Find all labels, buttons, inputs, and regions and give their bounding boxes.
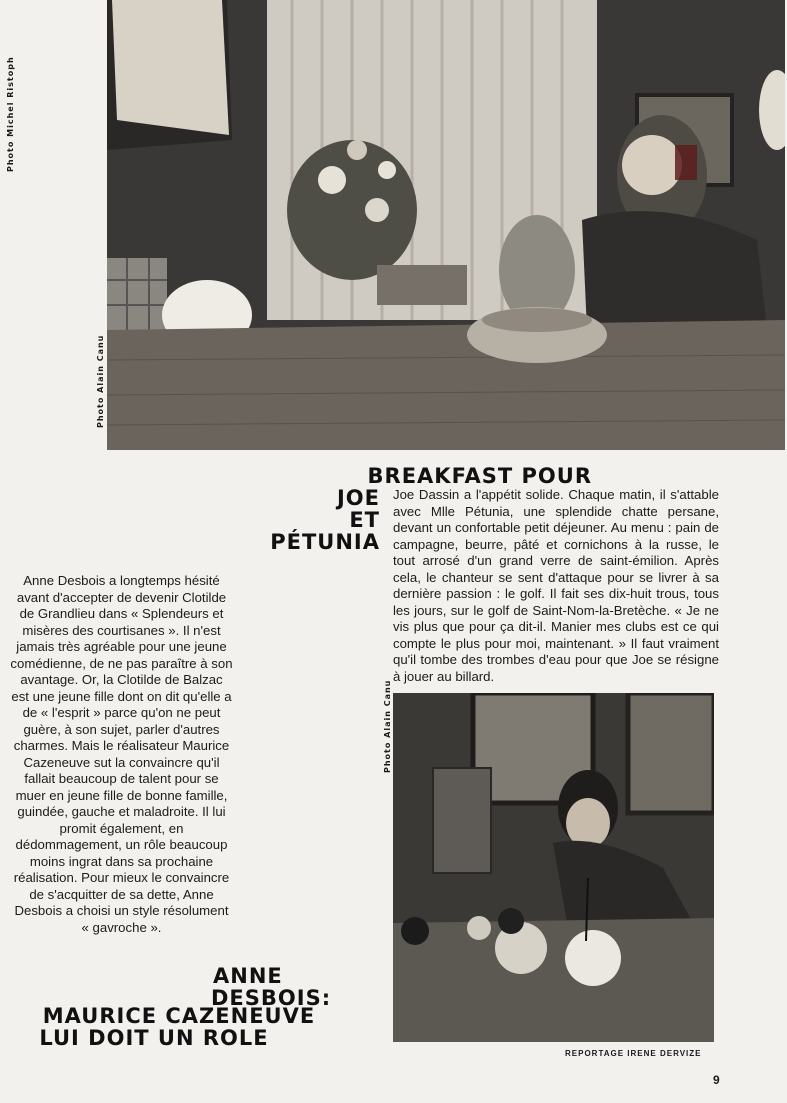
photo-credit-top-left: Photo Michel Ristoph bbox=[6, 56, 15, 172]
breakfast-title-line3: ET bbox=[349, 508, 380, 532]
breakfast-body: Joe Dassin a l'appétit solide. Chaque matin, il s'attable avec Mlle Pétunia, une splendide chatte persane, devant un confortable petit déjeuner. Au menu : pain de campagne, beurre, pâté et cornichons à la russe, le tout arrosé d'un grand verre de saint-émilion. Après cela, le chanteur se sent d'attaque pour se livrer à sa dernière passion : le golf. Il fait ses dix-huit trous, tous les jours, sur le golf de Saint-Nom-la-Bretèche. « Je ne vis plus que pour ça dit-il. Manier mes clubs est ce qui compte le plus pour moi, maintenant. » Il faut vraiment qu'il tombe des trombes d'eau pour que Joe se résigne à jouer au billard. bbox=[393, 487, 719, 684]
breakfast-title-line2: JOE bbox=[336, 486, 380, 510]
billiard-photo bbox=[393, 693, 714, 1042]
photo-credit-top-photo: Photo Alain Canu bbox=[96, 334, 105, 428]
desbois-title-bottom bbox=[10, 1005, 348, 1049]
page-number: 9 bbox=[713, 1073, 720, 1087]
breakfast-photo bbox=[107, 0, 785, 450]
desbois-title-line2: DESBOIS: bbox=[211, 986, 332, 1010]
breakfast-title-line4: PÉTUNIA bbox=[270, 530, 380, 554]
desbois-body: Anne Desbois a longtemps hésité avant d'accepter de devenir Clotilde de Grandlieu dans « Splendeurs et misères des courtisanes ». Il n'est jamais très agréable pour une jeune comédienne, de ne pas paraître à son avantage. Or, la Clotilde de Balzac est une jeune fille dont on dit qu'elle a de « l'esprit » parce qu'on ne peut guère, à son sujet, parler d'autres charmes. Mais le réalisateur Maurice Cazeneuve sut la convaincre qu'il fallait beaucoup de talent pour se muer en jeune fille de bonne famille, guindée, gauche et maladroite. Il lui promit également, en dédommagement, un rôle beaucoup moins ingrat dans sa prochaine réalisation. Pour mieux le convaincre de s'acquitter de sa dette, Anne Desbois a choisi un style résolument « gavroche ». bbox=[10, 573, 233, 935]
desbois-title-line1: ANNE bbox=[213, 964, 283, 988]
photo-credit-bottom-photo: Photo Alain Canu bbox=[383, 679, 392, 773]
breakfast-title-line1: BREAKFAST POUR bbox=[367, 464, 592, 488]
reportage-credit: REPORTAGE IRENE DERVIZE bbox=[565, 1049, 702, 1058]
desbois-title-line3: MAURICE CAZENEUVE bbox=[42, 1004, 316, 1028]
desbois-title-line4: LUI DOIT UN ROLE bbox=[39, 1026, 269, 1050]
desbois-title-top bbox=[211, 964, 332, 1010]
